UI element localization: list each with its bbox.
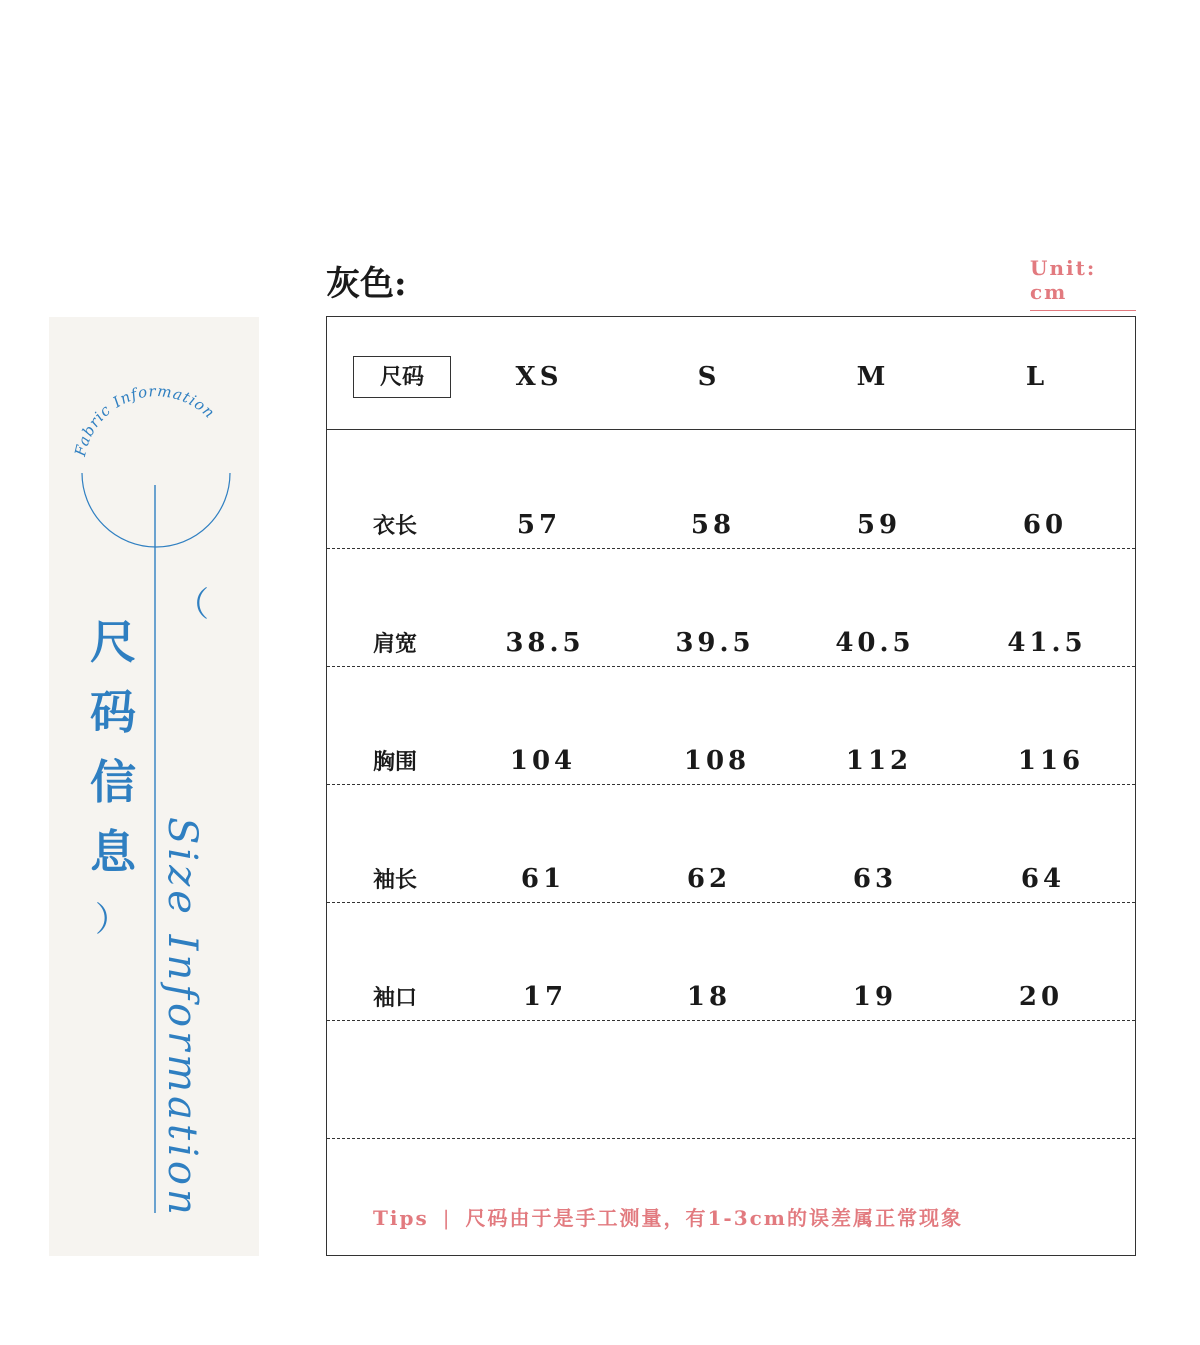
- col-head-xs: XS: [515, 362, 563, 392]
- table-cell: 18: [686, 982, 732, 1012]
- table-row: [327, 430, 1135, 549]
- side-panel: [49, 317, 259, 1256]
- table-row-empty: [327, 1020, 1135, 1139]
- size-table: [326, 316, 1136, 1256]
- tips-text: 尺码由于是手工测量，有1-3cm的误差属正常现象: [465, 1206, 963, 1230]
- table-cell: 38.5: [505, 628, 585, 658]
- cn-title-char: 尺: [90, 615, 136, 669]
- tips-note: [373, 1202, 963, 1231]
- table-cell: 41.5: [1007, 628, 1087, 658]
- tips-label: Tips: [373, 1206, 429, 1230]
- table-cell: 40.5: [835, 628, 915, 658]
- table-row: [327, 784, 1135, 903]
- svg-text:Fabric Information: [71, 382, 219, 459]
- table-cell: 19: [852, 982, 898, 1012]
- col-head-m: M: [856, 362, 890, 392]
- size-tag: 尺码: [353, 356, 451, 398]
- cn-title-char: 码: [90, 685, 136, 739]
- cn-title-char: 信: [90, 755, 136, 809]
- table-cell: 104: [509, 746, 577, 776]
- table-cell: 58: [690, 510, 736, 540]
- table-cell: 39.5: [675, 628, 755, 658]
- unit-label: Unit: cm: [1030, 256, 1136, 311]
- row-label: 胸围: [373, 749, 418, 775]
- table-cell: 64: [1020, 864, 1066, 894]
- table-cell: 60: [1022, 510, 1068, 540]
- paren-open: （: [175, 585, 209, 625]
- arc-text: Fabric Information: [71, 381, 219, 458]
- table-row: [327, 548, 1135, 667]
- cn-title: [85, 607, 141, 887]
- col-head-s: S: [697, 362, 721, 392]
- row-label: 衣长: [373, 513, 418, 539]
- table-cell: 20: [1018, 982, 1064, 1012]
- en-title: Size Information: [159, 817, 205, 1219]
- table-header-row: [327, 317, 1135, 430]
- table-cell: 112: [845, 746, 913, 776]
- row-label: 肩宽: [373, 631, 418, 657]
- cn-title-char: 息: [90, 825, 136, 879]
- table-cell: 57: [516, 510, 562, 540]
- row-label: 袖长: [373, 867, 418, 893]
- paren-close: ）: [95, 900, 129, 940]
- table-cell: 61: [520, 864, 566, 894]
- table-cell: 17: [522, 982, 568, 1012]
- arc-decoration: [49, 317, 259, 1256]
- tips-separator: |: [442, 1206, 452, 1230]
- color-title: 灰色:: [326, 264, 407, 304]
- table-row: [327, 902, 1135, 1021]
- table-cell: 63: [852, 864, 898, 894]
- table-cell: 59: [856, 510, 902, 540]
- row-label: 袖口: [373, 985, 418, 1011]
- table-cell: 108: [683, 746, 751, 776]
- table-cell: 116: [1017, 746, 1085, 776]
- col-head-l: L: [1025, 362, 1049, 392]
- table-row: [327, 666, 1135, 785]
- table-cell: 62: [686, 864, 732, 894]
